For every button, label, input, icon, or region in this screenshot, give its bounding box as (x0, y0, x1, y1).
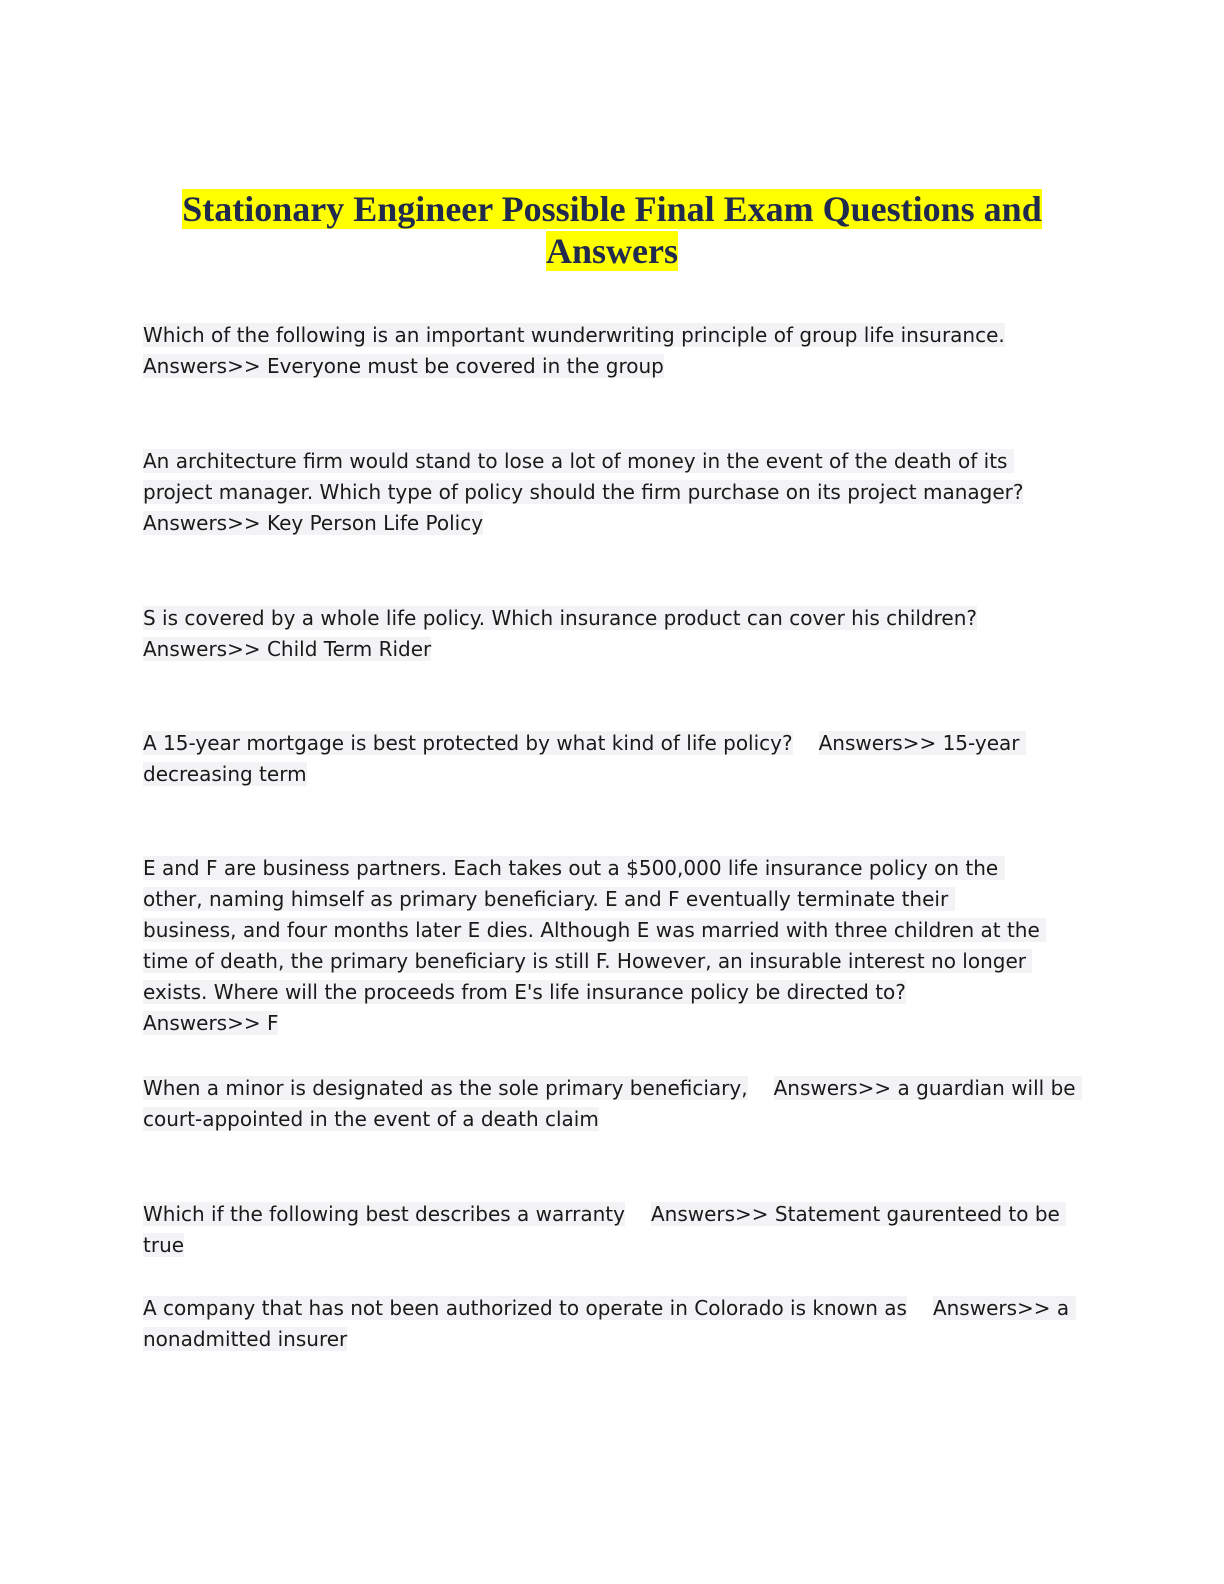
qa-item (143, 320, 1083, 382)
qa-item (143, 1199, 1103, 1261)
answer-text: Answers>> Everyone must be covered in the group (143, 354, 664, 378)
answer-text: Answers>> Child Term Rider (143, 637, 432, 661)
question-text: Which if the following best describes a warranty (143, 1202, 625, 1226)
qa-item (143, 853, 1047, 1039)
answer-text: Answers>> a guardian will be court-appointed in the event of a death claim (143, 1076, 1082, 1131)
question-text: Which of the following is an important wunderwriting principle of group life insurance. (143, 323, 1005, 347)
answer-text: Answers>> 15-year decreasing term (143, 731, 1026, 786)
answer-text: Answers>> a nonadmitted insurer (143, 1296, 1076, 1351)
answer-text: Answers>> Key Person Life Policy (143, 511, 484, 535)
document-title-text: Stationary Engineer Possible Final Exam Questions and Answers (182, 189, 1042, 271)
qa-item (143, 603, 1083, 665)
answer-text: Answers>> F (143, 1011, 279, 1035)
question-text: A 15-year mortgage is best protected by what kind of life policy? (143, 731, 793, 755)
question-text: When a minor is designated as the sole primary beneficiary, (143, 1076, 748, 1100)
answer-text: Answers>> Statement gaurenteed to be true (143, 1202, 1067, 1257)
qa-item (143, 446, 1083, 539)
qa-item (143, 1293, 1083, 1355)
question-text: An architecture firm would stand to lose a lot of money in the event of the death of its project manager. Which type of policy should the firm purchase on its project manager? (143, 449, 1024, 504)
question-text: A company that has not been authorized to operate in Colorado is known as (143, 1296, 907, 1320)
document-title (140, 188, 1084, 272)
qa-item (143, 728, 1083, 790)
qa-item (143, 1073, 1083, 1135)
question-text: S is covered by a whole life policy. Which insurance product can cover his children? (143, 606, 978, 630)
question-text: E and F are business partners. Each takes out a $500,000 life insurance policy on the other, naming himself as primary beneficiary. E and F eventually terminate their business, and four months later E dies. Although E was married with three children at the time of death, the primary beneficiary is still F. However, an insurable interest no longer exists. Where will the proceeds from E's life insurance policy be directed to? (143, 856, 1047, 1004)
